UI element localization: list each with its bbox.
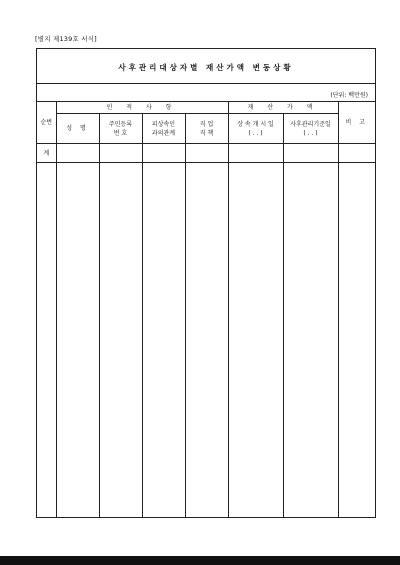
total-row — [37, 144, 375, 163]
entry-cell[interactable] — [228, 163, 283, 519]
total-cell[interactable] — [56, 144, 99, 163]
entry-cell[interactable] — [99, 163, 142, 519]
header-post-line2: ( . . ) — [303, 129, 318, 137]
form-title: 사후관리대상자별 재산가액 변동상황 — [118, 63, 294, 72]
entry-cell[interactable] — [283, 163, 338, 519]
header-seq: 순번 — [37, 102, 56, 144]
form-frame — [36, 48, 376, 518]
total-cell[interactable] — [142, 144, 185, 163]
form-number: [별지 제139호 서식] — [35, 35, 97, 43]
total-cell[interactable] — [283, 144, 338, 163]
header-name: 성 명 — [56, 114, 99, 144]
entry-cell[interactable] — [185, 163, 228, 519]
title-area — [37, 49, 375, 84]
entry-cell[interactable] — [142, 163, 185, 519]
entry-cell[interactable] — [338, 163, 375, 519]
header-relation — [142, 114, 185, 144]
header-relation-line2: 과의관계 — [151, 129, 176, 137]
entry-row — [37, 163, 375, 519]
total-label: 계 — [37, 144, 56, 163]
total-cell[interactable] — [338, 144, 375, 163]
page-bottom-bar — [0, 556, 400, 565]
header-inherit-date — [228, 114, 283, 144]
header-post-date — [283, 114, 338, 144]
header-inherit-line2: ( . . ) — [248, 129, 263, 137]
header-personal: 인 적 사 항 — [56, 102, 228, 114]
header-note: 비 고 — [338, 102, 375, 144]
header-rrn — [99, 114, 142, 144]
entry-cell[interactable] — [56, 163, 99, 519]
total-cell[interactable] — [228, 144, 283, 163]
header-property: 재 산 가 액 — [228, 102, 338, 114]
header-job-line2: 직 책 — [199, 129, 214, 137]
header-rrn-line2: 번 호 — [113, 129, 128, 137]
header-rrn-line1: 주민등록 — [108, 120, 133, 128]
total-cell[interactable] — [185, 144, 228, 163]
header-inherit-line1: 상 속 개 시 일 — [237, 120, 274, 128]
property-table — [37, 101, 375, 518]
unit-label: (단위: 백만원) — [330, 92, 368, 99]
total-cell[interactable] — [99, 144, 142, 163]
entry-cell[interactable] — [37, 163, 56, 519]
header-job — [185, 114, 228, 144]
header-relation-line1: 피상속인 — [151, 120, 176, 128]
header-job-line1: 직 업 — [199, 120, 214, 128]
header-post-line1: 사후관리기준일 — [290, 120, 331, 128]
